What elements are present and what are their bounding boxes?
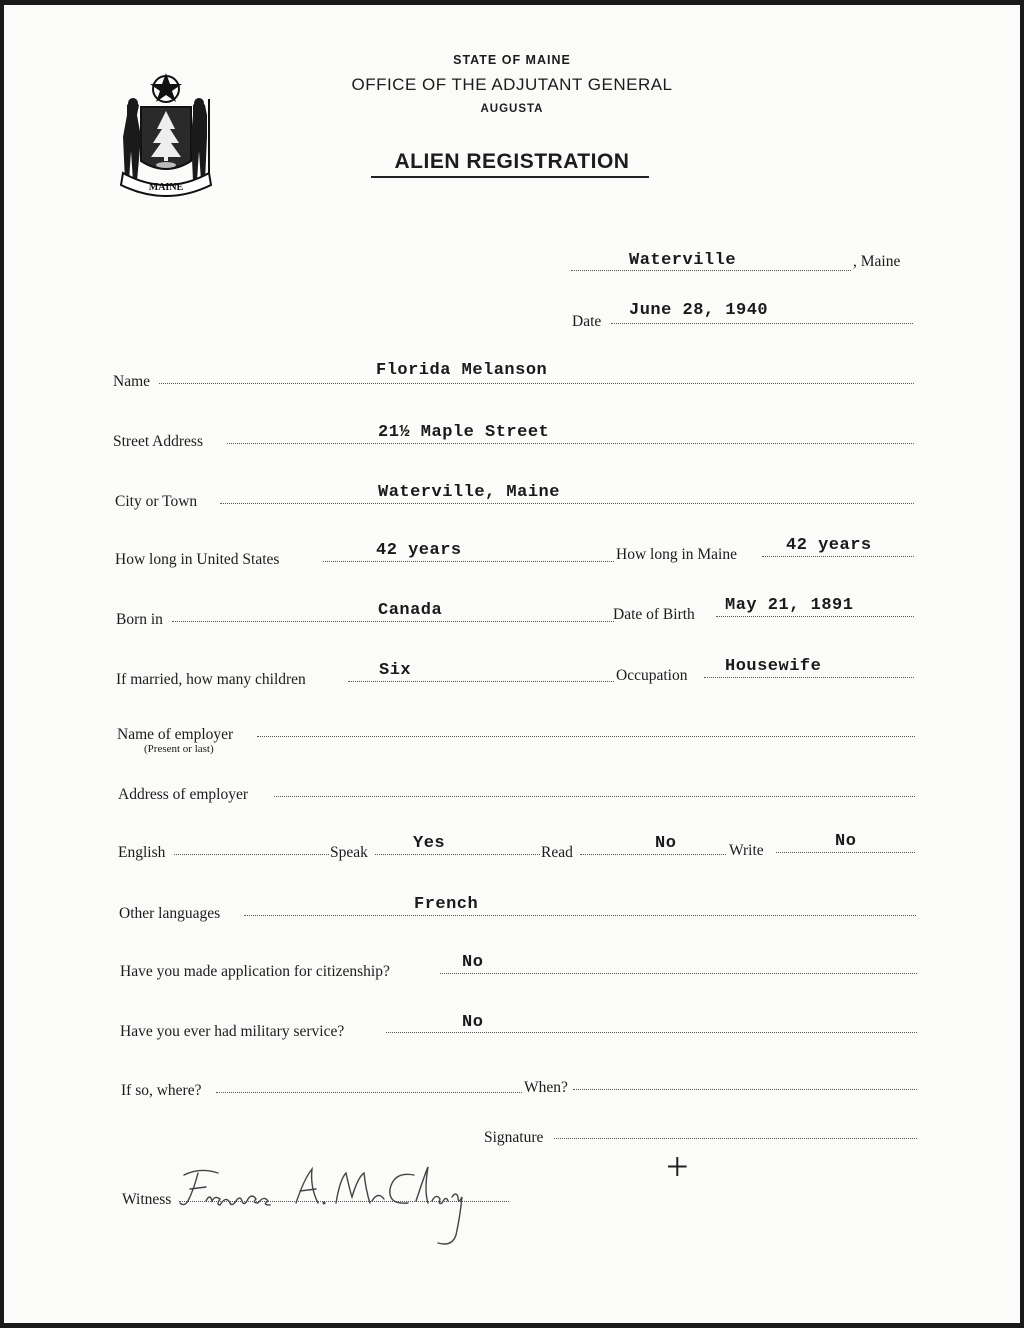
- read-value: No: [655, 834, 677, 853]
- when-line: [573, 1089, 917, 1090]
- street-label: Street Address: [113, 433, 203, 450]
- citizenship-label: Have you made application for citizenship?: [120, 963, 390, 980]
- witness-label: Witness: [122, 1191, 172, 1208]
- speak-label: Speak: [330, 844, 368, 861]
- place-value: Waterville: [629, 251, 737, 270]
- street-value: 21½ Maple Street: [378, 423, 550, 442]
- svg-text:MAINE: MAINE: [148, 182, 184, 193]
- place-line: [571, 270, 851, 271]
- date-label: Date: [572, 313, 602, 330]
- speak-line: [375, 854, 540, 855]
- signature-line: [554, 1138, 917, 1139]
- date-value: June 28, 1940: [629, 301, 769, 320]
- form-title: ALIEN REGISTRATION: [394, 150, 630, 173]
- children-line: [348, 681, 614, 682]
- where-line: [216, 1092, 522, 1093]
- employer-address-line: [274, 796, 915, 797]
- header-state: STATE OF MAINE: [453, 53, 571, 67]
- date-line: [611, 323, 913, 324]
- employer-address-label: Address of employer: [118, 786, 248, 803]
- english-label: English: [118, 844, 166, 861]
- header-city: AUGUSTA: [480, 103, 544, 115]
- military-line: [386, 1032, 917, 1033]
- read-line: [580, 854, 726, 855]
- how-long-maine-value: 42 years: [786, 536, 872, 555]
- citizenship-line: [440, 973, 917, 974]
- header-office: OFFICE OF THE ADJUTANT GENERAL: [351, 75, 673, 94]
- how-long-us-line: [323, 561, 614, 562]
- how-long-maine-line: [762, 556, 914, 557]
- city-label: City or Town: [115, 493, 198, 510]
- signature-label: Signature: [484, 1129, 544, 1146]
- how-long-us-value: 42 years: [376, 541, 462, 560]
- dob-value: May 21, 1891: [725, 596, 854, 615]
- city-line: [220, 503, 914, 504]
- how-long-us-label: How long in United States: [115, 551, 280, 568]
- write-value: No: [835, 832, 857, 851]
- employer-name-sublabel: (Present or last): [144, 743, 214, 755]
- born-in-value: Canada: [378, 601, 443, 620]
- title-underline: [371, 176, 649, 178]
- other-languages-label: Other languages: [119, 905, 221, 922]
- when-label: When?: [524, 1079, 568, 1096]
- registration-form: [4, 5, 1020, 1323]
- born-in-label: Born in: [116, 611, 163, 628]
- employer-name-label: Name of employer: [117, 726, 234, 743]
- military-label: Have you ever had military service?: [120, 1023, 345, 1040]
- write-label: Write: [729, 842, 764, 859]
- military-value: No: [462, 1013, 484, 1032]
- name-line: [159, 383, 914, 384]
- signature-mark: +: [666, 1144, 689, 1189]
- other-languages-value: French: [414, 895, 479, 914]
- other-languages-line: [244, 915, 916, 916]
- name-label: Name: [113, 373, 151, 390]
- english-line: [174, 854, 329, 855]
- read-label: Read: [541, 844, 573, 861]
- dob-line: [716, 616, 914, 617]
- street-line: [227, 443, 914, 444]
- children-label: If married, how many children: [116, 671, 306, 688]
- occupation-label: Occupation: [616, 667, 688, 684]
- employer-name-line: [257, 736, 915, 737]
- speak-value: Yes: [413, 834, 446, 853]
- where-label: If so, where?: [121, 1082, 202, 1099]
- city-value: Waterville, Maine: [378, 483, 560, 502]
- write-line: [776, 852, 915, 853]
- place-suffix: , Maine: [853, 253, 901, 270]
- born-in-line: [172, 621, 614, 622]
- occupation-line: [704, 677, 914, 678]
- citizenship-value: No: [462, 953, 484, 972]
- children-value: Six: [379, 661, 412, 680]
- dob-label: Date of Birth: [613, 606, 695, 623]
- how-long-maine-label: How long in Maine: [616, 546, 737, 563]
- name-value: Florida Melanson: [376, 361, 548, 380]
- occupation-value: Housewife: [725, 657, 822, 676]
- witness-signature-image: [176, 1161, 521, 1253]
